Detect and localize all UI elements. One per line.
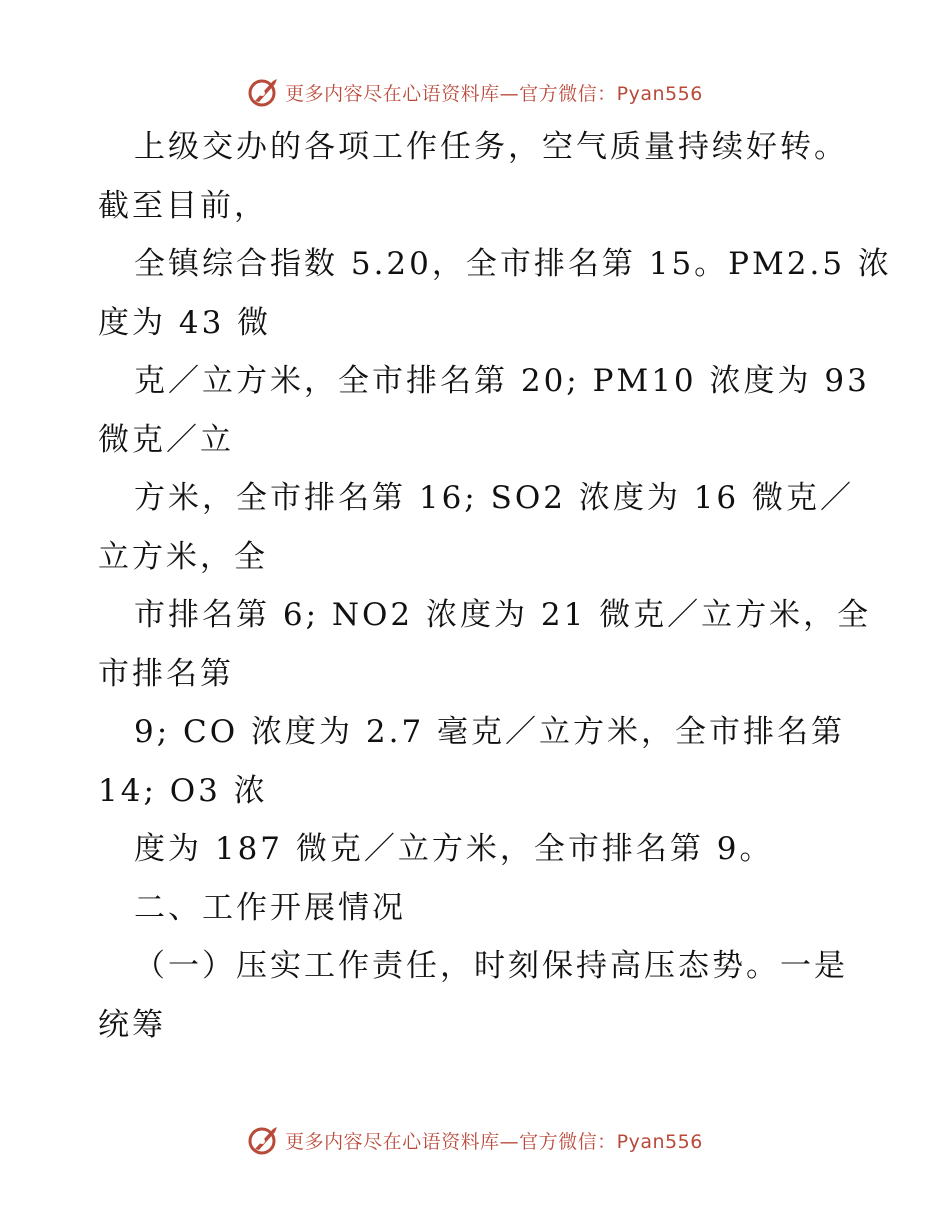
watermark-text: 更多内容尽在心语资料库—官方微信：Pyan556 — [285, 1130, 703, 1153]
text-line: 市排名第 6; NO2 浓度为 21 微克／立方米，全 — [134, 597, 872, 633]
text-line: 微克／立 — [98, 421, 234, 458]
watermark-text: 更多内容尽在心语资料库—官方微信：Pyan556 — [285, 82, 703, 105]
text-line: 市排名第 — [98, 655, 234, 692]
text-line: 方米，全市排名第 16; SO2 浓度为 16 微克／ — [134, 480, 854, 516]
text-line: 9; CO 浓度为 2.7 毫克／立方米，全市排名第 — [134, 714, 846, 750]
footer-watermark — [0, 1120, 950, 1160]
text-line: 统筹 — [98, 1006, 166, 1043]
text-line: 度为 187 微克／立方米，全市排名第 9。 — [134, 831, 774, 867]
section-heading: 二、工作开展情况 — [134, 889, 406, 926]
text-line: 立方米，全 — [98, 538, 268, 575]
text-line: 全镇综合指数 5.20，全市排名第 15。PM2.5 浓 — [134, 246, 892, 282]
text-line: （一）压实工作责任，时刻保持高压态势。一是 — [134, 948, 848, 984]
text-line: 上级交办的各项工作任务，空气质量持续好转。 — [134, 129, 848, 165]
text-line: 14; O3 浓 — [98, 772, 268, 809]
text-line: 度为 43 微 — [98, 304, 272, 341]
document-body — [98, 118, 892, 1054]
text-line: 克／立方米，全市排名第 20; PM10 浓度为 93 — [134, 363, 870, 399]
header-watermark — [0, 72, 950, 112]
quill-pen-logo-icon — [247, 1123, 281, 1157]
text-line: 截至目前， — [98, 187, 268, 224]
quill-pen-logo-icon — [247, 75, 281, 109]
